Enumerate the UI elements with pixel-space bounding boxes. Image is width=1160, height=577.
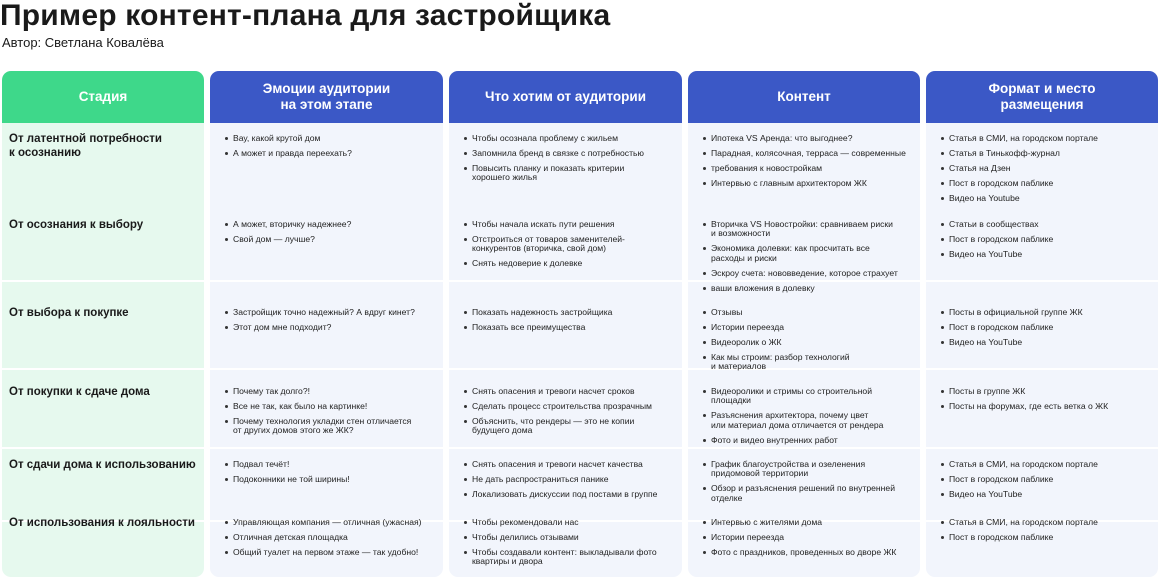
row-divider <box>210 280 443 282</box>
list-item: Ипотека VS Аренда: что выгоднее? <box>702 134 916 143</box>
format-header: Формат и место размещения <box>926 71 1158 123</box>
stage-label: От выбора к покупке <box>9 307 129 319</box>
emotions-cell <box>224 220 439 250</box>
list-item: Снять опасения и тревоги насчет качества <box>463 460 678 469</box>
list-item: Пост в городском паблике <box>940 323 1154 332</box>
list-item: Локализовать дискуссии под постами в группе <box>463 490 678 499</box>
content-cell <box>702 220 916 299</box>
format-cell <box>940 134 1154 209</box>
stage-column <box>2 71 204 577</box>
list-item: Чтобы рекомендовали нас <box>463 518 678 527</box>
list-item: Фото с праздников, проведенных во дворе ЖК <box>702 548 916 557</box>
row-divider <box>449 280 682 282</box>
list-item: Все не так, как было на картинке! <box>224 402 439 411</box>
list-item: Эскроу счета: нововведение, которое страхует <box>702 269 916 278</box>
list-item: Отстроиться от товаров заменителей- конкурентов (вторичка, свой дом) <box>463 235 678 254</box>
row-divider <box>926 280 1158 282</box>
list-item: Общий туалет на первом этаже — так удобно! <box>224 548 439 557</box>
list-item: Видео на YouTube <box>940 338 1154 347</box>
list-item: Показать все преимущества <box>463 323 678 332</box>
list-item: Статья в СМИ, на городском портале <box>940 134 1154 143</box>
list-item: График благоустройства и озеленения придомовой территории <box>702 460 916 479</box>
list-item: Пост в городском паблике <box>940 533 1154 542</box>
list-item: Пост в городском паблике <box>940 475 1154 484</box>
list-item: Свой дом — лучше? <box>224 235 439 244</box>
content-cell <box>702 518 916 563</box>
list-item: Объяснить, что рендеры — это не копии будущего дома <box>463 417 678 436</box>
format-cell <box>940 518 1154 548</box>
list-item: Видео на YouTube <box>940 250 1154 259</box>
list-item: Видеоролики и стримы со строительной площадки <box>702 387 916 406</box>
list-item: Вау, какой крутой дом <box>224 134 439 143</box>
list-item: А может и правда переехать? <box>224 149 439 158</box>
list-item: Видео на Youtube <box>940 194 1154 203</box>
format-cell <box>940 460 1154 505</box>
list-item: Сделать процесс строительства прозрачным <box>463 402 678 411</box>
emotions-cell <box>224 518 439 563</box>
emotions-column <box>210 71 443 577</box>
stage-label: От сдачи дома к использованию <box>9 459 196 471</box>
emotions-cell <box>224 387 439 441</box>
list-item: Повысить планку и показать критерии хорошего жилья <box>463 164 678 183</box>
row-divider <box>449 447 682 449</box>
list-item: Этот дом мне подходит? <box>224 323 439 332</box>
want-cell <box>463 134 678 188</box>
list-item: Статьи в сообществах <box>940 220 1154 229</box>
format-cell <box>940 220 1154 265</box>
stage-label: От использования к лояльности <box>9 517 195 529</box>
list-item: Подвал течёт! <box>224 460 439 469</box>
list-item: Экономика долевки: как просчитать все расходы и риски <box>702 244 916 263</box>
list-item: требования к новостройкам <box>702 164 916 173</box>
list-item: Пост в городском паблике <box>940 235 1154 244</box>
list-item: Почему технология укладки стен отличается от других домов этого же ЖК? <box>224 417 439 436</box>
want-cell <box>463 220 678 274</box>
list-item: Показать надежность застройщика <box>463 308 678 317</box>
list-item: Запомнила бренд в связке с потребностью <box>463 149 678 158</box>
emotions-header: Эмоции аудитории на этом этапе <box>210 71 443 123</box>
list-item: Статья в СМИ, на городском портале <box>940 460 1154 469</box>
list-item: Чтобы осознала проблему с жильем <box>463 134 678 143</box>
list-item: Отличная детская площадка <box>224 533 439 542</box>
row-divider <box>210 447 443 449</box>
content-column <box>688 71 920 577</box>
list-item: Истории переезда <box>702 533 916 542</box>
list-item: Чтобы создавали контент: выкладывали фото квартиры и двора <box>463 548 678 567</box>
author-line: Автор: Светлана Ковалёва <box>2 35 164 50</box>
page-title: Пример контент-плана для застройщика <box>0 0 611 32</box>
list-item: Фото и видео внутренних работ <box>702 436 916 445</box>
list-item: Разъяснения архитектора, почему цвет или материал дома отличается от рендера <box>702 411 916 430</box>
row-divider <box>926 447 1158 449</box>
list-item: Посты в группе ЖК <box>940 387 1154 396</box>
content-cell <box>702 134 916 194</box>
stage-column-body <box>2 123 204 577</box>
list-item: А может, вторичку надежнее? <box>224 220 439 229</box>
row-divider <box>926 368 1158 370</box>
row-divider <box>449 368 682 370</box>
list-item: Не дать распространиться панике <box>463 475 678 484</box>
content-cell <box>702 460 916 509</box>
list-item: Интервью с главным архитектором ЖК <box>702 179 916 188</box>
emotions-cell <box>224 460 439 490</box>
content-cell <box>702 387 916 451</box>
list-item: Видео на YouTube <box>940 490 1154 499</box>
list-item: Чтобы начала искать пути решения <box>463 220 678 229</box>
list-item: Управляющая компания — отличная (ужасная) <box>224 518 439 527</box>
list-item: Обзор и разъяснения решений по внутренней отделке <box>702 484 916 503</box>
list-item: Почему так долго?! <box>224 387 439 396</box>
list-item: Пост в городском паблике <box>940 179 1154 188</box>
content-header: Контент <box>688 71 920 123</box>
list-item: Чтобы делились отзывами <box>463 533 678 542</box>
list-item: Статья в СМИ, на городском портале <box>940 518 1154 527</box>
list-item: ваши вложения в долевку <box>702 284 916 293</box>
list-item: Посты в официальной группе ЖК <box>940 308 1154 317</box>
emotions-cell <box>224 134 439 164</box>
format-cell <box>940 387 1154 417</box>
stage-label: От осознания к выбору <box>9 219 144 231</box>
list-item: Статья в Тинькофф-журнал <box>940 149 1154 158</box>
list-item: Снять опасения и тревоги насчет сроков <box>463 387 678 396</box>
list-item: Вторичка VS Новостройки: сравниваем риски и возможности <box>702 220 916 239</box>
list-item: Снять недоверие к долевке <box>463 259 678 268</box>
want-header: Что хотим от аудитории <box>449 71 682 123</box>
emotions-cell <box>224 308 439 338</box>
stage-label: От покупки к сдаче дома <box>9 386 150 398</box>
format-cell <box>940 308 1154 353</box>
list-item: Интервью с жителями дома <box>702 518 916 527</box>
want-cell <box>463 387 678 441</box>
stage-header: Стадия <box>2 71 204 123</box>
want-cell <box>463 460 678 505</box>
list-item: Статья на Дзен <box>940 164 1154 173</box>
list-item: Парадная, колясочная, терраса — современные <box>702 149 916 158</box>
list-item: Посты на форумах, где есть ветка о ЖК <box>940 402 1154 411</box>
row-divider <box>210 368 443 370</box>
row-divider <box>2 280 204 282</box>
content-cell <box>702 308 916 377</box>
list-item: Застройщик точно надежный? А вдруг кинет? <box>224 308 439 317</box>
list-item: Подоконники не той ширины! <box>224 475 439 484</box>
row-divider <box>2 447 204 449</box>
list-item: Видеоролик о ЖК <box>702 338 916 347</box>
format-column <box>926 71 1158 577</box>
want-column <box>449 71 682 577</box>
want-cell <box>463 308 678 338</box>
stage-label: От латентной потребности к осознанию <box>9 133 162 159</box>
row-divider <box>2 368 204 370</box>
list-item: Как мы строим: разбор технологий и материалов <box>702 353 916 372</box>
want-cell <box>463 518 678 572</box>
want-column-body <box>449 123 682 577</box>
list-item: Истории переезда <box>702 323 916 332</box>
list-item: Отзывы <box>702 308 916 317</box>
emotions-column-body <box>210 123 443 577</box>
